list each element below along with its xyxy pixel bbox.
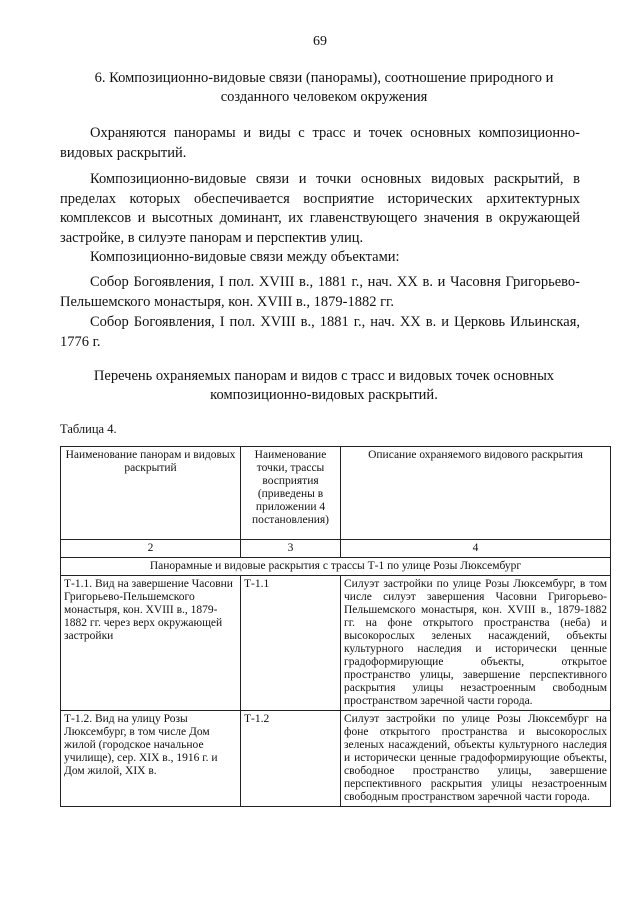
paragraph: Охраняются панорамы и виды с трасс и точек основных композиционно-видовых раскрытий. bbox=[60, 125, 580, 161]
group-title-row bbox=[61, 558, 611, 576]
description-cell: Силуэт застройки по улице Розы Люксембург, в том числе силуэт завершения Часовни Григорьево-Пельшемского монастыря, кон. XVIII в., 1879-1882 гг. на фоне открытого пространства (неба) и высокорослых зеленых насаждений, объекты культурного наследия и исторически ценные градоформирующие объекты, открытое пространство улицы, завершение перспективного раскрытия улицы незастроенным свободным пространством заречной части города. bbox=[341, 576, 611, 711]
section-title bbox=[60, 69, 588, 107]
list-title-line: композиционно-видовых раскрытий. bbox=[210, 387, 438, 403]
column-number: 4 bbox=[341, 540, 611, 558]
page-number: 69 bbox=[313, 34, 327, 49]
header-point-name: Наименование точки, трассы восприятия (приведены в приложении 4 постановления) bbox=[241, 447, 341, 540]
table-header-row bbox=[61, 447, 611, 540]
paragraph: Композиционно-видовые связи между объектами: bbox=[90, 249, 400, 265]
section-title-line: 6. Композиционно-видовые связи (панорамы), соотношение природного и bbox=[94, 70, 554, 86]
list-title bbox=[60, 367, 588, 405]
paragraph: Собор Богоявления, I пол. XVIII в., 1881 г., нач. XX в. и Часовня Григорьево-Пельшемского монастыря, кон. XVIII в., 1879-1882 гг. bbox=[60, 274, 580, 310]
table-row bbox=[61, 711, 611, 807]
section-title-line: созданного человеком окружения bbox=[220, 89, 428, 105]
table-caption: Таблица 4. bbox=[60, 422, 117, 436]
paragraph: Композиционно-видовые связи и точки основных видовых раскрытий, в пределах которых обеспечивается восприятие исторических архитектурных комплексов и высотных доминант, их главенствующего значения в окружающей застройке, в силуэте панорам и перспектив улиц. bbox=[60, 171, 580, 246]
description-cell: Силуэт застройки по улице Розы Люксембург на фоне открытого пространства и высокорослых зеленых насаждений, объекты культурного наследия и исторически ценные градоформирующие объекты, свободное пространство улицы, завершение перспективного раскрытия улицы незастроенным свободным пространством заречной части города. bbox=[341, 711, 611, 807]
views-table bbox=[60, 446, 611, 807]
panorama-name-cell: Т-1.2. Вид на улицу Розы Люксембург, в том числе Дом жилой (городское начальное училище), сер. XIX в., 1916 г. и Дом жилой, XIX в. bbox=[61, 711, 241, 807]
panorama-name-cell: Т-1.1. Вид на завершение Часовни Григорьево-Пельшемского монастыря, кон. XVIII в., 1879-1882 гг. через верх окружающей застройки bbox=[61, 576, 241, 711]
column-number: 2 bbox=[61, 540, 241, 558]
header-panorama-name: Наименование панорам и видовых раскрытий bbox=[61, 447, 241, 540]
point-cell: Т-1.2 bbox=[241, 711, 341, 807]
list-title-line: Перечень охраняемых панорам и видов с трасс и видовых точек основных bbox=[93, 368, 555, 384]
column-number: 3 bbox=[241, 540, 341, 558]
paragraph: Собор Богоявления, I пол. XVIII в., 1881 г., нач. XX в. и Церковь Ильинская, 1776 г. bbox=[60, 314, 580, 350]
point-cell: Т-1.1 bbox=[241, 576, 341, 711]
group-title: Панорамные и видовые раскрытия с трассы Т-1 по улице Розы Люксембург bbox=[61, 558, 611, 576]
column-number-row bbox=[61, 540, 611, 558]
table-row bbox=[61, 576, 611, 711]
header-description: Описание охраняемого видового раскрытия bbox=[341, 447, 611, 540]
